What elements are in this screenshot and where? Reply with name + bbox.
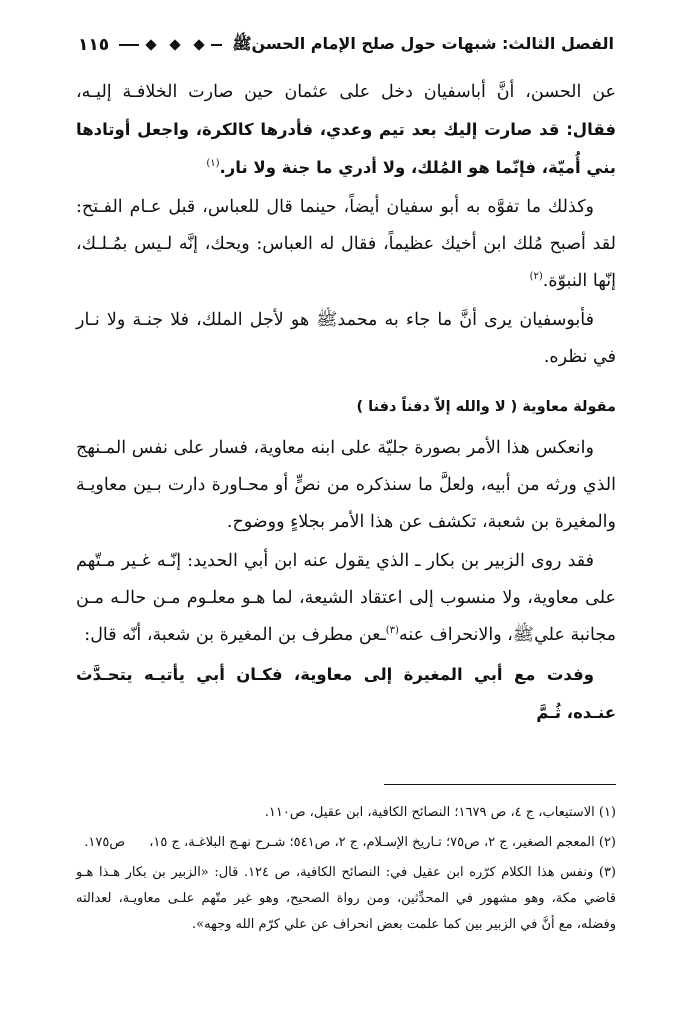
paragraph-text: فأبوسفيان يرى أنَّ ما جاء به محمدﷺ هو لأجل الملك، فلا جنـة ولا نـار في نظره. xyxy=(76,310,616,367)
main-text xyxy=(76,74,616,734)
ornament-diamond-icon xyxy=(193,39,204,50)
footnote-text: وفضله، مع أنَّ في الزبير بين كما علمت بعض انحراف عن علي كرّم الله وجهه». xyxy=(192,917,616,932)
paragraph-1 xyxy=(76,74,616,187)
page-header xyxy=(78,30,614,60)
ornament-diamond-icon xyxy=(145,39,156,50)
footnote-1 xyxy=(76,800,616,826)
paragraph-5 xyxy=(76,543,616,654)
quote-text: فقال: قد صارت إليك بعد تيم وعدي، فأدرها كالكرة، واجعل أوتادها بني أُميّة، فإنّما هو المُلك، ولا أدري ما جنة ولا نار. xyxy=(76,120,616,177)
paragraph-4 xyxy=(76,430,616,541)
footnotes xyxy=(76,800,616,942)
running-title: الفصل الثالث: شبهات حول صلح الإمام الحسنﷺ xyxy=(232,33,614,53)
header-ornament xyxy=(119,41,222,49)
footnote-text: (٢) المعجم الصغير، ج ٢، ص٧٥؛ تـاريخ الإسـلام، ج ٢، ص٥٤١؛ شـرح نهـج البلاغـة، ج ١٥، xyxy=(149,835,616,850)
ornament-diamond-icon xyxy=(169,39,180,50)
footnote-3 xyxy=(76,860,616,938)
paragraph-2 xyxy=(76,189,616,300)
footnote-separator xyxy=(384,784,616,785)
ornament-rule xyxy=(211,44,223,46)
footnote-ref: (٢) xyxy=(529,271,543,283)
paragraph-text: ـعن مطرف بن المغيرة بن شعبة، أنّه قال: xyxy=(84,625,386,645)
footnote-text: (١) الاستيعاب، ج ٤، ص ١٦٧٩؛ النصائح الكافية، ابن عقيل، ص١١٠. xyxy=(264,805,616,820)
footnote-text: ص١٧٥. xyxy=(84,835,126,850)
ornament-rule xyxy=(119,44,138,46)
footnote-2 xyxy=(76,830,616,856)
section-heading: مقولة معاوية ( لا والله إلاّ دفناً دفنا ) xyxy=(356,399,616,415)
quote-text: وفدت مع أبي المغيرة إلى معاوية، فكـان أبي يأتيـه يتحـدَّث عنـده، ثُـمَّ xyxy=(76,665,616,722)
footnote-ref: (١) xyxy=(206,158,220,170)
paragraph-text: وكذلك ما تفوَّه به أبو سفيان أيضاً، حينما قال للعباس، قبل عـام الفـتح: لقد أصبح مُلك ابن أخيك عظيماً، فقال له العباس: ويحك، إنَّه لـيس بمُـلـك، إنّها النبوّة. xyxy=(76,197,616,291)
paragraph-3 xyxy=(76,302,616,376)
paragraph-6 xyxy=(76,656,616,732)
paragraph-text: وانعكس هذا الأمر بصورة جليّة على ابنه معاوية، فسار على نفس المـنهج الذي ورثه من أبيه، ولعلَّ ما سنذكره من نصٍّ أو محـاورة دارت بـين معاويـة والمغيرة بن شعبة، تكشف عن هذا الأمر بجلاءٍ ووضوح. xyxy=(76,438,616,532)
page-number: ١١٥ xyxy=(78,35,110,55)
footnote-ref: (٣) xyxy=(385,625,399,637)
paragraph-text: عن الحسن، أنَّ أباسفيان دخل على عثمان حين صارت الخلافـة إليـه، xyxy=(76,82,616,102)
footnote-text: قاضي مكة، وهو مشهور في المحدِّثين، ومن رواة الصحيح، وهو غير متّهم علـى معاويـة، لعدالته xyxy=(76,891,616,906)
paragraph-text: فقد روى الزبير بن بكار ـ الذي يقول عنه ابن أبي الحديد: إنّـه غـير مـتّهم على معاوية، ولا منسوب إلى اعتقاد الشيعة، لما هـو معلـوم مـن حالـه مـن مجانبة عليﷺ، والانحراف عنه xyxy=(76,551,616,645)
footnote-text: (٣) ونفس هذا الكلام كرّره ابن عقيل في: النصائح الكافية، ص ١٢٤. قال: «الزبير بن بكار هـذا هـو xyxy=(76,865,616,880)
